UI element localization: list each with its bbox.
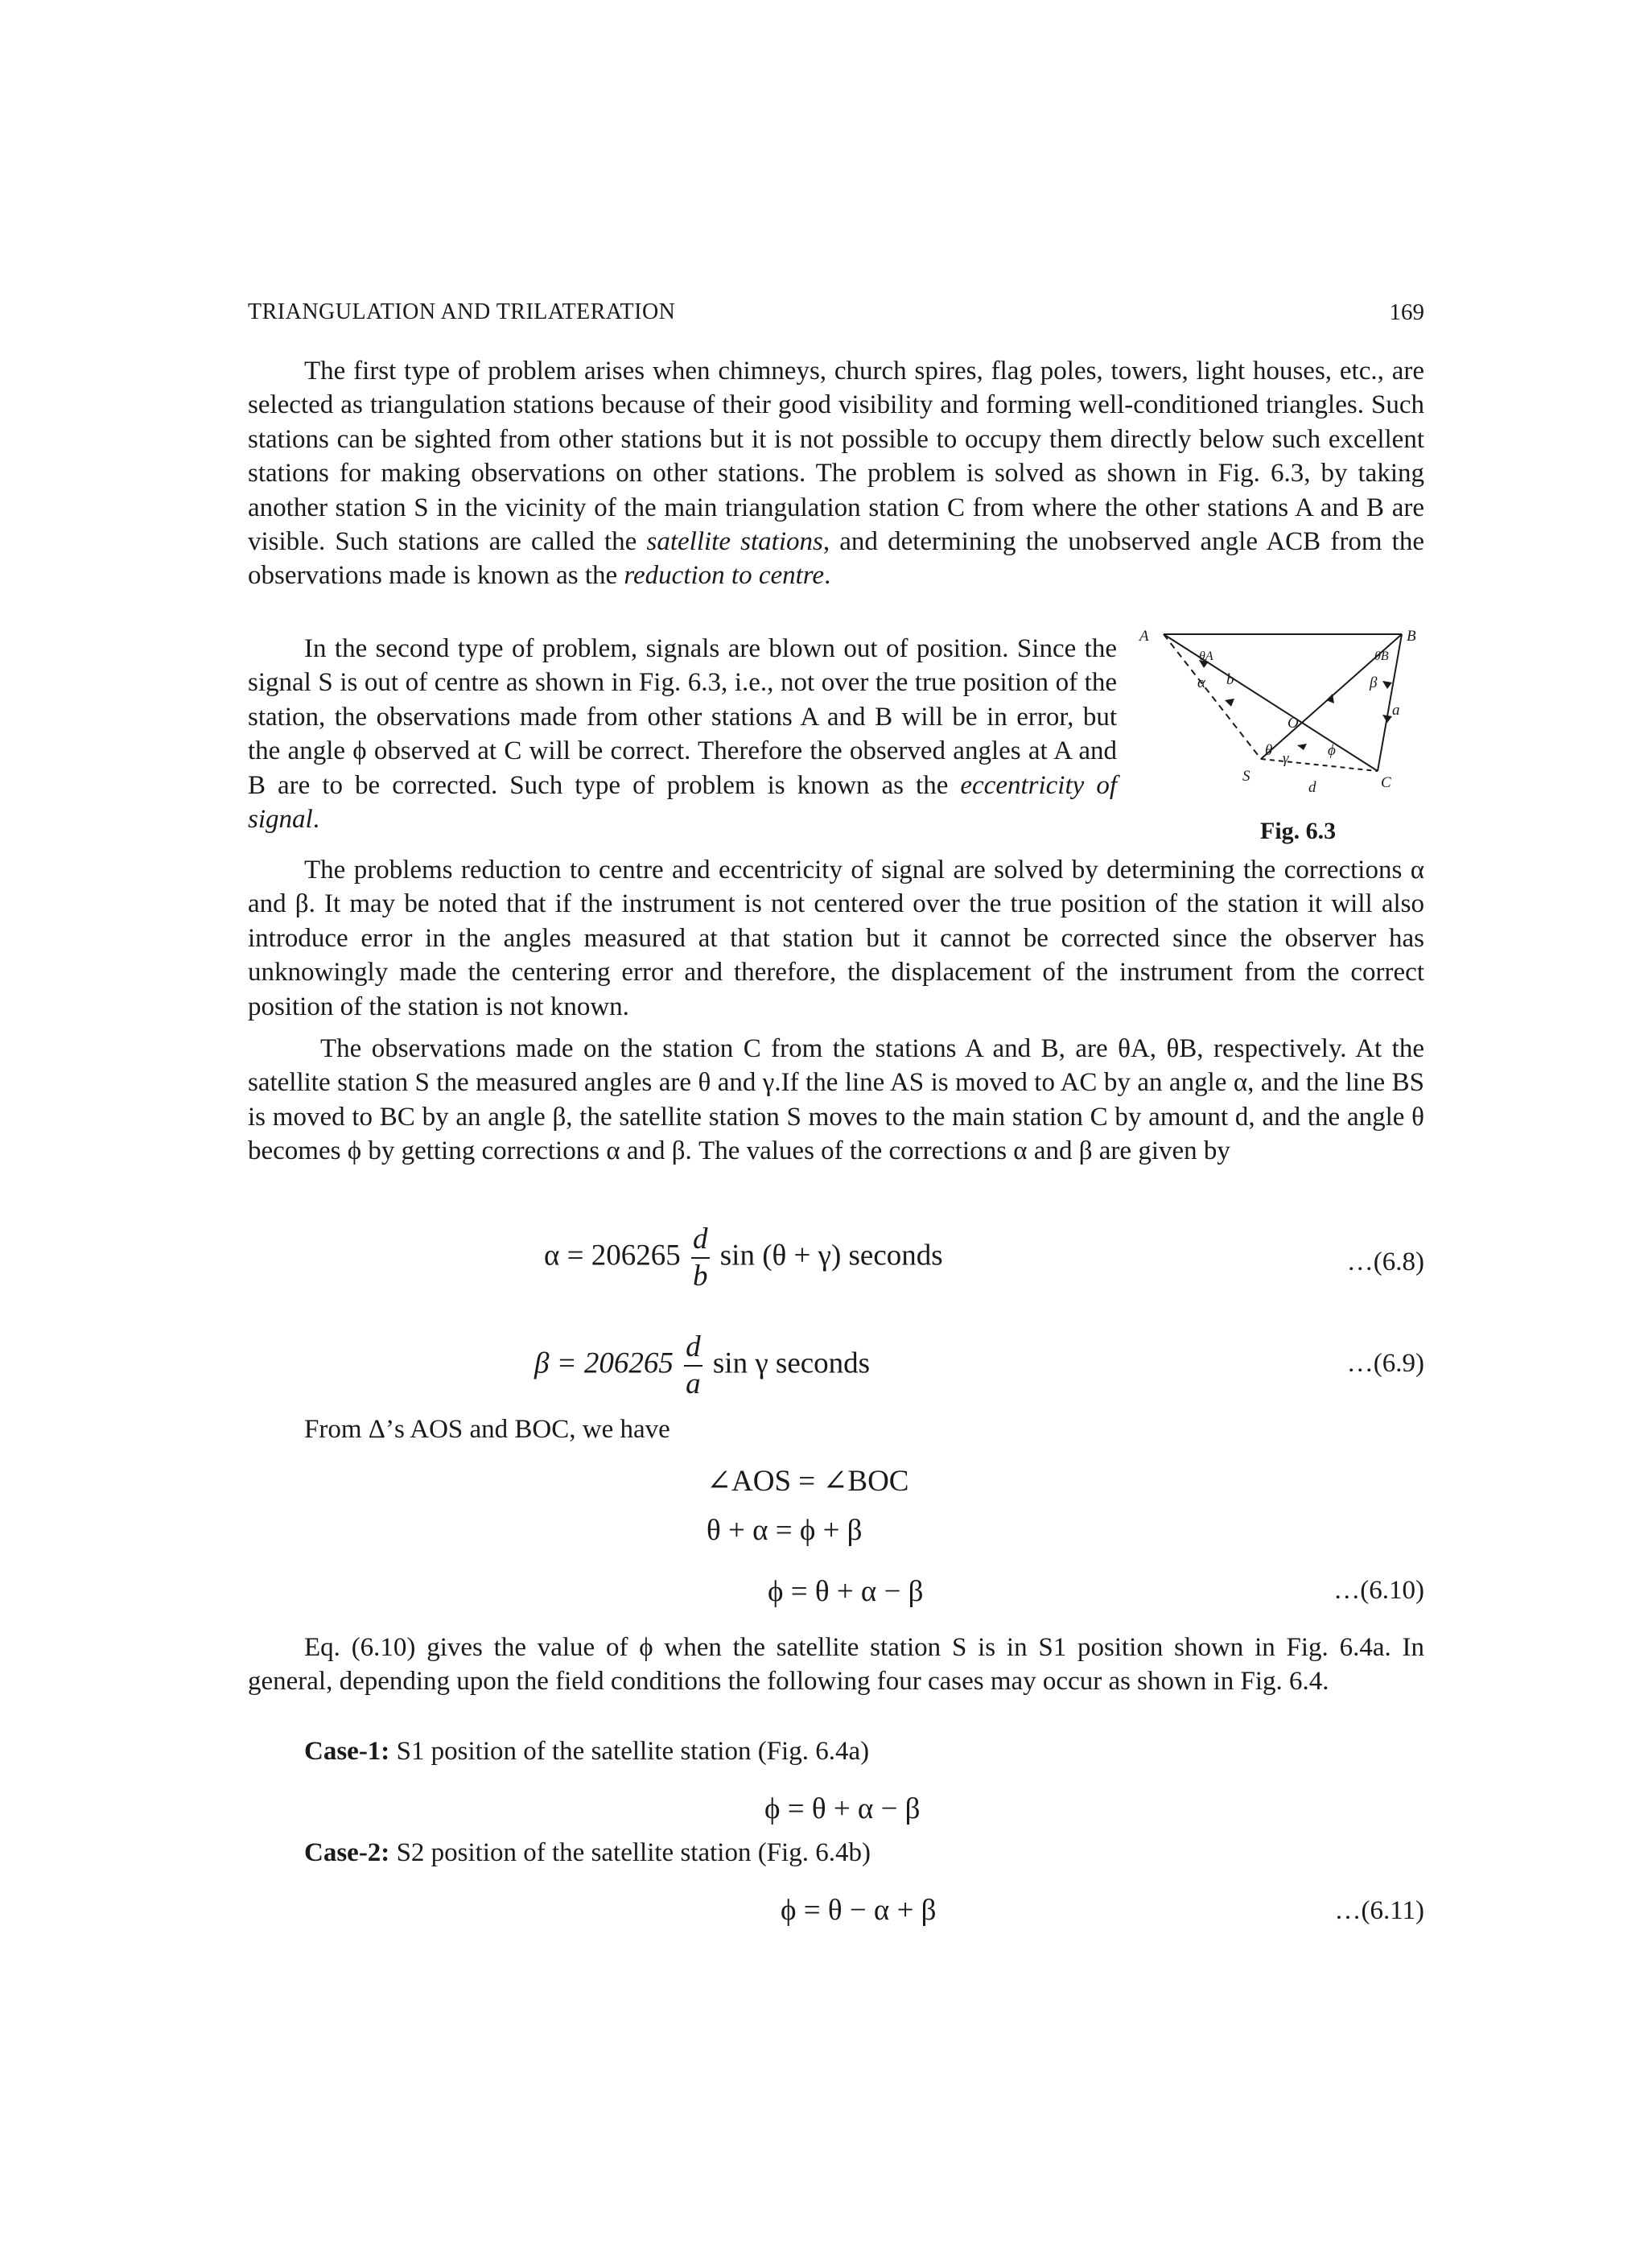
eq68-denominator: b bbox=[693, 1260, 708, 1293]
case2-number: …(6.11) bbox=[1334, 1896, 1424, 1925]
para2-text-b: . bbox=[312, 805, 319, 835]
case2-label: Case-2: bbox=[304, 1838, 390, 1867]
term-eccentricity-of-signal: eccentricity of signal bbox=[248, 770, 1117, 835]
para1-text-c: . bbox=[824, 561, 831, 591]
label-phi: ϕ bbox=[1328, 742, 1336, 759]
case2-text: S2 position of the satellite station (Fig. 6.4b) bbox=[396, 1838, 871, 1867]
from-triangles-line: From Δ’s AOS and BOC, we have bbox=[304, 1415, 670, 1444]
eq69-numerator: d bbox=[684, 1330, 702, 1367]
eq68-fraction bbox=[691, 1222, 710, 1294]
label-side-b: b bbox=[1226, 671, 1234, 688]
label-c: C bbox=[1381, 774, 1391, 791]
label-theta-b: θB bbox=[1374, 649, 1389, 663]
term-satellite-stations: satellite stations bbox=[646, 527, 823, 557]
eq610-number: …(6.10) bbox=[1333, 1576, 1424, 1605]
para4-text: The observations made on the station C from the stations A and B, are θA, θB, respectively. At the satellite station S the measured angles are θ and γ.If the line AS is moved to AC by an angle α, and the line BS is moved to BC by an angle β, the satellite station S moves to the main station C by amount d, and the angle θ becomes ϕ by getting corrections α and β. The values of the corrections α and β are given by bbox=[248, 1034, 1424, 1166]
eq69-denominator: a bbox=[686, 1367, 701, 1400]
equation-6-10: ϕ = θ + α − β bbox=[768, 1575, 924, 1608]
equation-angles-equal: ∠AOS = ∠BOC bbox=[707, 1465, 909, 1498]
paragraph-2 bbox=[248, 632, 1117, 836]
figure-6-3 bbox=[1136, 626, 1426, 843]
eq68-lhs: α = 206265 bbox=[544, 1239, 681, 1272]
eq69-rhs: sin γ seconds bbox=[712, 1346, 871, 1380]
arrow-bc bbox=[1382, 715, 1392, 723]
paragraph-4 bbox=[248, 1032, 1424, 1169]
equation-6-9 bbox=[534, 1330, 870, 1402]
label-side-d: d bbox=[1308, 779, 1316, 796]
label-theta: θ bbox=[1265, 742, 1273, 759]
case1-text: S1 position of the satellite station (Fig. 6.4a) bbox=[396, 1737, 870, 1766]
equation-6-8 bbox=[544, 1222, 943, 1294]
case1-label: Case-1: bbox=[304, 1737, 390, 1766]
case1-equation: ϕ = θ + α − β bbox=[764, 1792, 921, 1825]
eq69-number: …(6.9) bbox=[1346, 1349, 1424, 1378]
equation-angle-sum: θ + α = ϕ + β bbox=[707, 1514, 863, 1547]
paragraph-1 bbox=[248, 354, 1424, 593]
paragraph-5 bbox=[248, 1631, 1424, 1699]
figure-caption: Fig. 6.3 bbox=[1260, 818, 1337, 844]
page-number: 169 bbox=[1389, 299, 1424, 325]
paragraph-3 bbox=[248, 853, 1424, 1024]
label-s: S bbox=[1242, 768, 1250, 785]
para3-text: The problems reduction to centre and eccentricity of signal are solved by determining the corrections α and β. It may be noted that if the instrument is not centered over the true position of the station it will also introduce error in the angles measured at that station but it cannot be corrected since the observer has unknowingly made the centering error and therefore, the displacement of the instrument from the correct position of the station is not known. bbox=[248, 856, 1424, 1021]
label-theta-a: θA bbox=[1199, 649, 1213, 663]
label-o: O bbox=[1288, 715, 1299, 732]
term-reduction-to-centre: reduction to centre bbox=[624, 561, 825, 591]
para2-text-a: In the second type of problem, signals are blown out of position. Since the signal S is out of centre as shown in Fig. 6.3, i.e., not over the true position of the station, the observations made from other stations A and B will be in error, but the angle ϕ observed at C will be correct. Therefore the observed angles at A and B are to be corrected. Such type of problem is known as the bbox=[248, 634, 1117, 800]
eq69-lhs: β = 206265 bbox=[534, 1346, 674, 1380]
label-gamma: γ bbox=[1283, 750, 1289, 767]
case2-equation: ϕ = θ − α + β bbox=[781, 1894, 937, 1927]
running-header bbox=[248, 299, 1424, 332]
eq68-numerator: d bbox=[691, 1222, 710, 1259]
eq68-number: …(6.8) bbox=[1346, 1247, 1424, 1276]
para5-text: Eq. (6.10) gives the value of ϕ when the satellite station S is in S1 position shown in Fig. 6.4a. In general, depending upon the field conditions the following four cases may occur as shown in Fig. 6.4. bbox=[248, 1633, 1424, 1697]
label-side-a: a bbox=[1392, 702, 1400, 719]
figure-diagram bbox=[1136, 626, 1426, 843]
case-1-line bbox=[304, 1737, 869, 1767]
eq69-fraction bbox=[684, 1330, 702, 1402]
arrow-gamma bbox=[1297, 744, 1307, 750]
eq68-rhs: sin (θ + γ) seconds bbox=[719, 1239, 943, 1272]
label-beta: β bbox=[1370, 674, 1378, 691]
arrow-beta bbox=[1382, 681, 1392, 689]
running-title: TRIANGULATION AND TRILATERATION bbox=[248, 299, 676, 324]
label-b: B bbox=[1407, 628, 1416, 645]
label-alpha: α bbox=[1197, 674, 1205, 691]
case-2-line bbox=[304, 1838, 871, 1868]
para1-text-b: , and determining the unobserved angle ACB from the observations made is known as the bbox=[248, 527, 1424, 591]
para1-text-a: The first type of problem arises when chimneys, church spires, flag poles, towers, light houses, etc., are selected as triangulation stations because of their good visibility and forming well-conditioned triangles. Such stations can be sighted from other stations but it is not possible to occupy them directly below such excellent stations for making observations on other stations. The problem is solved as shown in Fig. 6.3, by taking another station S in the vicinity of the main triangulation station C from where the other stations A and B are visible. Such stations are called the bbox=[248, 357, 1424, 557]
label-a: A bbox=[1139, 628, 1149, 645]
arrow-as bbox=[1225, 699, 1234, 707]
